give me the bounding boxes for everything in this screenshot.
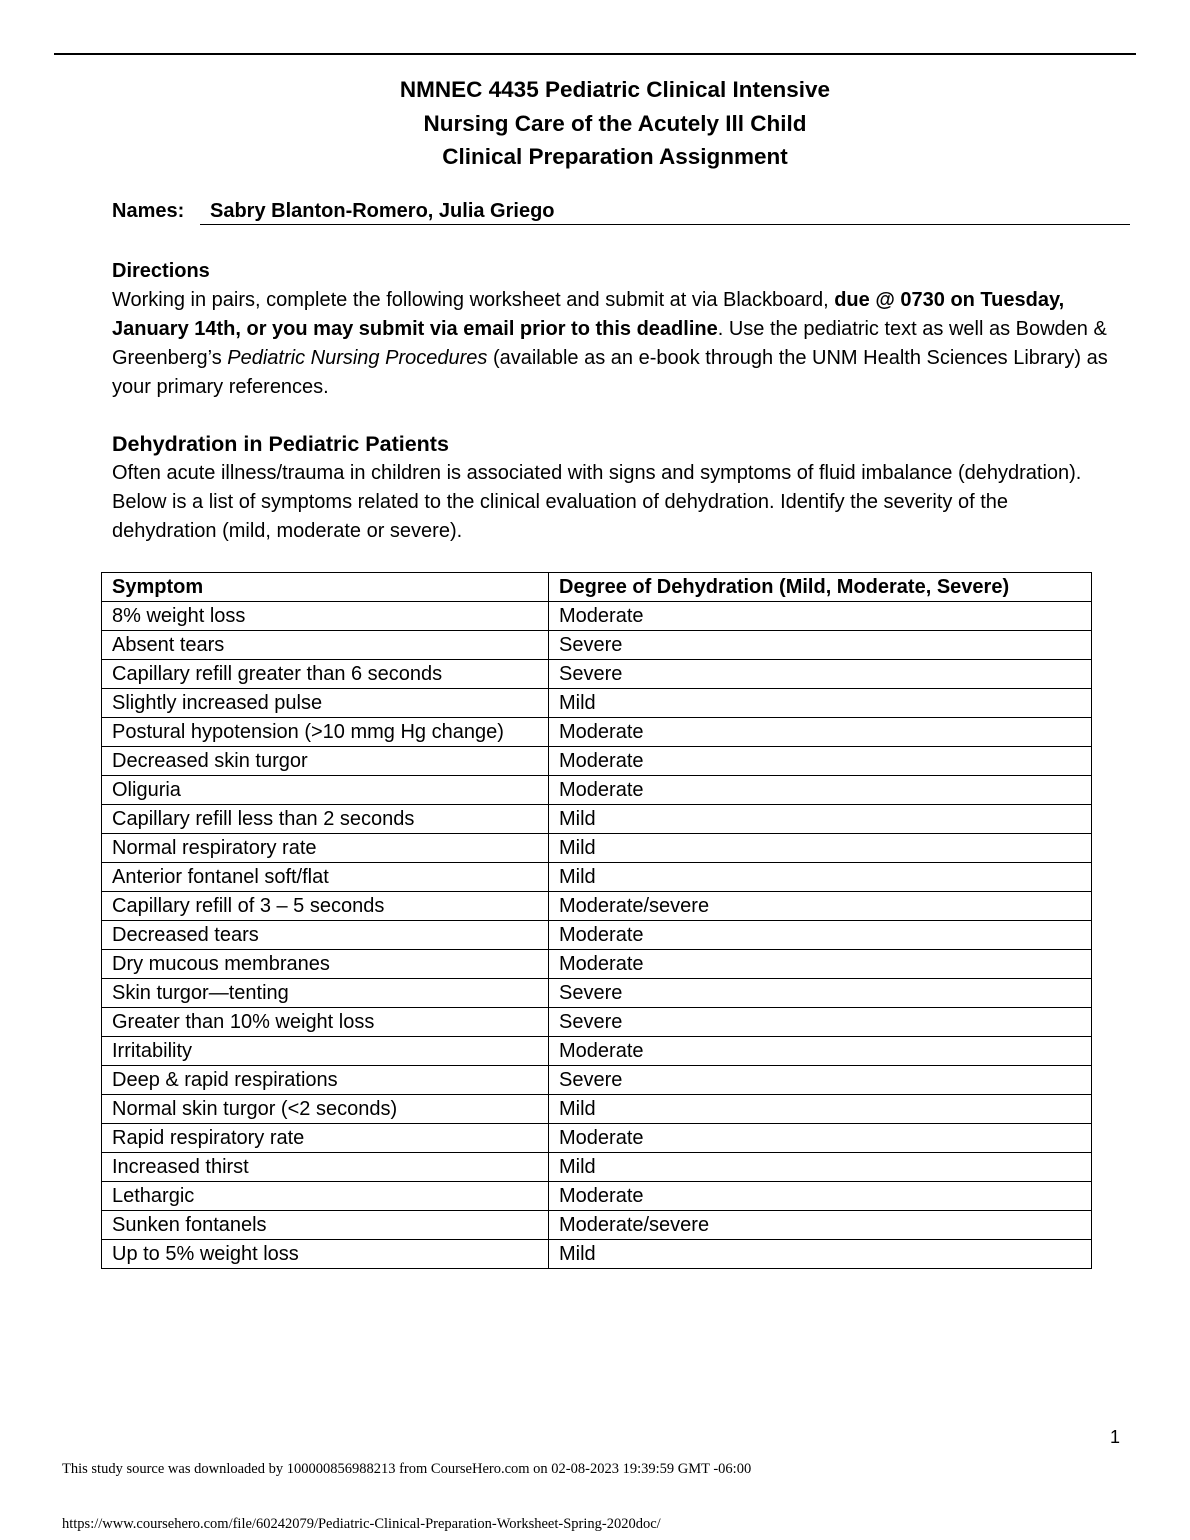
symptom-cell: Slightly increased pulse bbox=[102, 689, 549, 718]
symptom-cell: Capillary refill of 3 – 5 seconds bbox=[102, 892, 549, 921]
dehydration-heading: Dehydration in Pediatric Patients bbox=[112, 432, 449, 456]
table-row bbox=[102, 1008, 1092, 1037]
table-row bbox=[102, 689, 1092, 718]
table-row bbox=[102, 1095, 1092, 1124]
symptom-cell: Decreased tears bbox=[102, 921, 549, 950]
symptom-cell: Dry mucous membranes bbox=[102, 950, 549, 979]
names-label: Names: bbox=[112, 200, 185, 222]
symptom-cell: Sunken fontanels bbox=[102, 1211, 549, 1240]
symptom-cell: Postural hypotension (>10 mmg Hg change) bbox=[102, 718, 549, 747]
document-title bbox=[0, 73, 1190, 174]
dehydration-table bbox=[101, 572, 1092, 1269]
degree-cell: Moderate bbox=[549, 718, 1092, 747]
header-symptom: Symptom bbox=[102, 573, 549, 602]
table-header-row bbox=[102, 573, 1092, 602]
table-row bbox=[102, 660, 1092, 689]
degree-cell: Mild bbox=[549, 834, 1092, 863]
page-number: 1 bbox=[1110, 1427, 1121, 1447]
degree-cell: Mild bbox=[549, 1095, 1092, 1124]
degree-cell: Severe bbox=[549, 660, 1092, 689]
table-row bbox=[102, 863, 1092, 892]
header-degree: Degree of Dehydration (Mild, Moderate, Severe) bbox=[549, 573, 1092, 602]
table-row bbox=[102, 1153, 1092, 1182]
symptom-cell: Irritability bbox=[102, 1037, 549, 1066]
directions-text-1: Working in pairs, complete the following worksheet and submit at via Blackboard, bbox=[112, 289, 835, 311]
degree-cell: Severe bbox=[549, 1008, 1092, 1037]
title-line-1: NMNEC 4435 Pediatric Clinical Intensive bbox=[399, 77, 831, 102]
degree-cell: Severe bbox=[549, 631, 1092, 660]
table-row bbox=[102, 747, 1092, 776]
table-row bbox=[102, 1066, 1092, 1095]
table-row bbox=[102, 892, 1092, 921]
symptom-cell: Absent tears bbox=[102, 631, 549, 660]
symptom-cell: Rapid respiratory rate bbox=[102, 1124, 549, 1153]
download-note: This study source was downloaded by 100000856988213 from CourseHero.com on 02-08-2023 19:39:59 GMT -06:00 bbox=[62, 1461, 752, 1477]
directions-heading: Directions bbox=[112, 260, 210, 282]
symptom-cell: Decreased skin turgor bbox=[102, 747, 549, 776]
directions-deadline: due @ 0730 on Tuesday, January 14th, or you may submit via email prior to this deadline bbox=[112, 289, 1065, 340]
top-divider bbox=[54, 53, 1136, 55]
degree-cell: Moderate bbox=[549, 950, 1092, 979]
source-url: https://www.coursehero.com/file/60242079/Pediatric-Clinical-Preparation-Worksheet-Spring-2020doc/ bbox=[62, 1516, 661, 1532]
degree-cell: Mild bbox=[549, 1153, 1092, 1182]
directions-text-2: . Use the pediatric text as well as Bowden & Greenberg’s bbox=[112, 318, 1107, 369]
dehydration-section bbox=[112, 430, 1112, 546]
symptom-cell: Normal skin turgor (<2 seconds) bbox=[102, 1095, 549, 1124]
symptom-cell: Deep & rapid respirations bbox=[102, 1066, 549, 1095]
table-row bbox=[102, 718, 1092, 747]
directions-section bbox=[112, 257, 1112, 402]
table-row bbox=[102, 602, 1092, 631]
degree-cell: Moderate bbox=[549, 602, 1092, 631]
degree-cell: Mild bbox=[549, 863, 1092, 892]
dehydration-text: Often acute illness/trauma in children is associated with signs and symptoms of fluid imbalance (dehydration). Below is a list of symptoms related to the clinical evaluation of dehydration. Identify the severity of the dehydration (mild, moderate or severe). bbox=[112, 462, 1082, 542]
table-row bbox=[102, 776, 1092, 805]
table-row bbox=[102, 834, 1092, 863]
table-row bbox=[102, 805, 1092, 834]
title-line-3: Clinical Preparation Assignment bbox=[442, 144, 788, 169]
table-row bbox=[102, 950, 1092, 979]
degree-cell: Moderate bbox=[549, 1124, 1092, 1153]
symptom-cell: Anterior fontanel soft/flat bbox=[102, 863, 549, 892]
table-row bbox=[102, 1240, 1092, 1269]
names-row bbox=[112, 200, 1132, 228]
table-body bbox=[102, 602, 1092, 1269]
table-row bbox=[102, 1037, 1092, 1066]
degree-cell: Moderate bbox=[549, 776, 1092, 805]
symptom-cell: Increased thirst bbox=[102, 1153, 549, 1182]
symptom-cell: Greater than 10% weight loss bbox=[102, 1008, 549, 1037]
table-row bbox=[102, 979, 1092, 1008]
directions-book-title: Pediatric Nursing Procedures bbox=[227, 347, 488, 369]
degree-cell: Mild bbox=[549, 689, 1092, 718]
directions-text bbox=[112, 286, 1112, 402]
degree-cell: Severe bbox=[549, 979, 1092, 1008]
table-row bbox=[102, 921, 1092, 950]
title-line-2: Nursing Care of the Acutely Ill Child bbox=[423, 110, 807, 136]
symptom-cell: 8% weight loss bbox=[102, 602, 549, 631]
degree-cell: Moderate/severe bbox=[549, 892, 1092, 921]
degree-cell: Severe bbox=[549, 1066, 1092, 1095]
degree-cell: Moderate/severe bbox=[549, 1211, 1092, 1240]
symptom-cell: Skin turgor—tenting bbox=[102, 979, 549, 1008]
table-row bbox=[102, 1124, 1092, 1153]
table-row bbox=[102, 1211, 1092, 1240]
symptom-cell: Lethargic bbox=[102, 1182, 549, 1211]
symptom-cell: Normal respiratory rate bbox=[102, 834, 549, 863]
degree-cell: Mild bbox=[549, 805, 1092, 834]
directions-text-3: (available as an e-book through the UNM Health Sciences Library) as your primary references. bbox=[112, 347, 1108, 398]
symptom-cell: Oliguria bbox=[102, 776, 549, 805]
table-row bbox=[102, 1182, 1092, 1211]
names-value: Sabry Blanton-Romero, Julia Griego bbox=[200, 200, 1130, 225]
symptom-cell: Capillary refill greater than 6 seconds bbox=[102, 660, 549, 689]
degree-cell: Moderate bbox=[549, 921, 1092, 950]
symptom-cell: Up to 5% weight loss bbox=[102, 1240, 549, 1269]
degree-cell: Mild bbox=[549, 1240, 1092, 1269]
symptom-cell: Capillary refill less than 2 seconds bbox=[102, 805, 549, 834]
degree-cell: Moderate bbox=[549, 747, 1092, 776]
table-row bbox=[102, 631, 1092, 660]
degree-cell: Moderate bbox=[549, 1037, 1092, 1066]
degree-cell: Moderate bbox=[549, 1182, 1092, 1211]
